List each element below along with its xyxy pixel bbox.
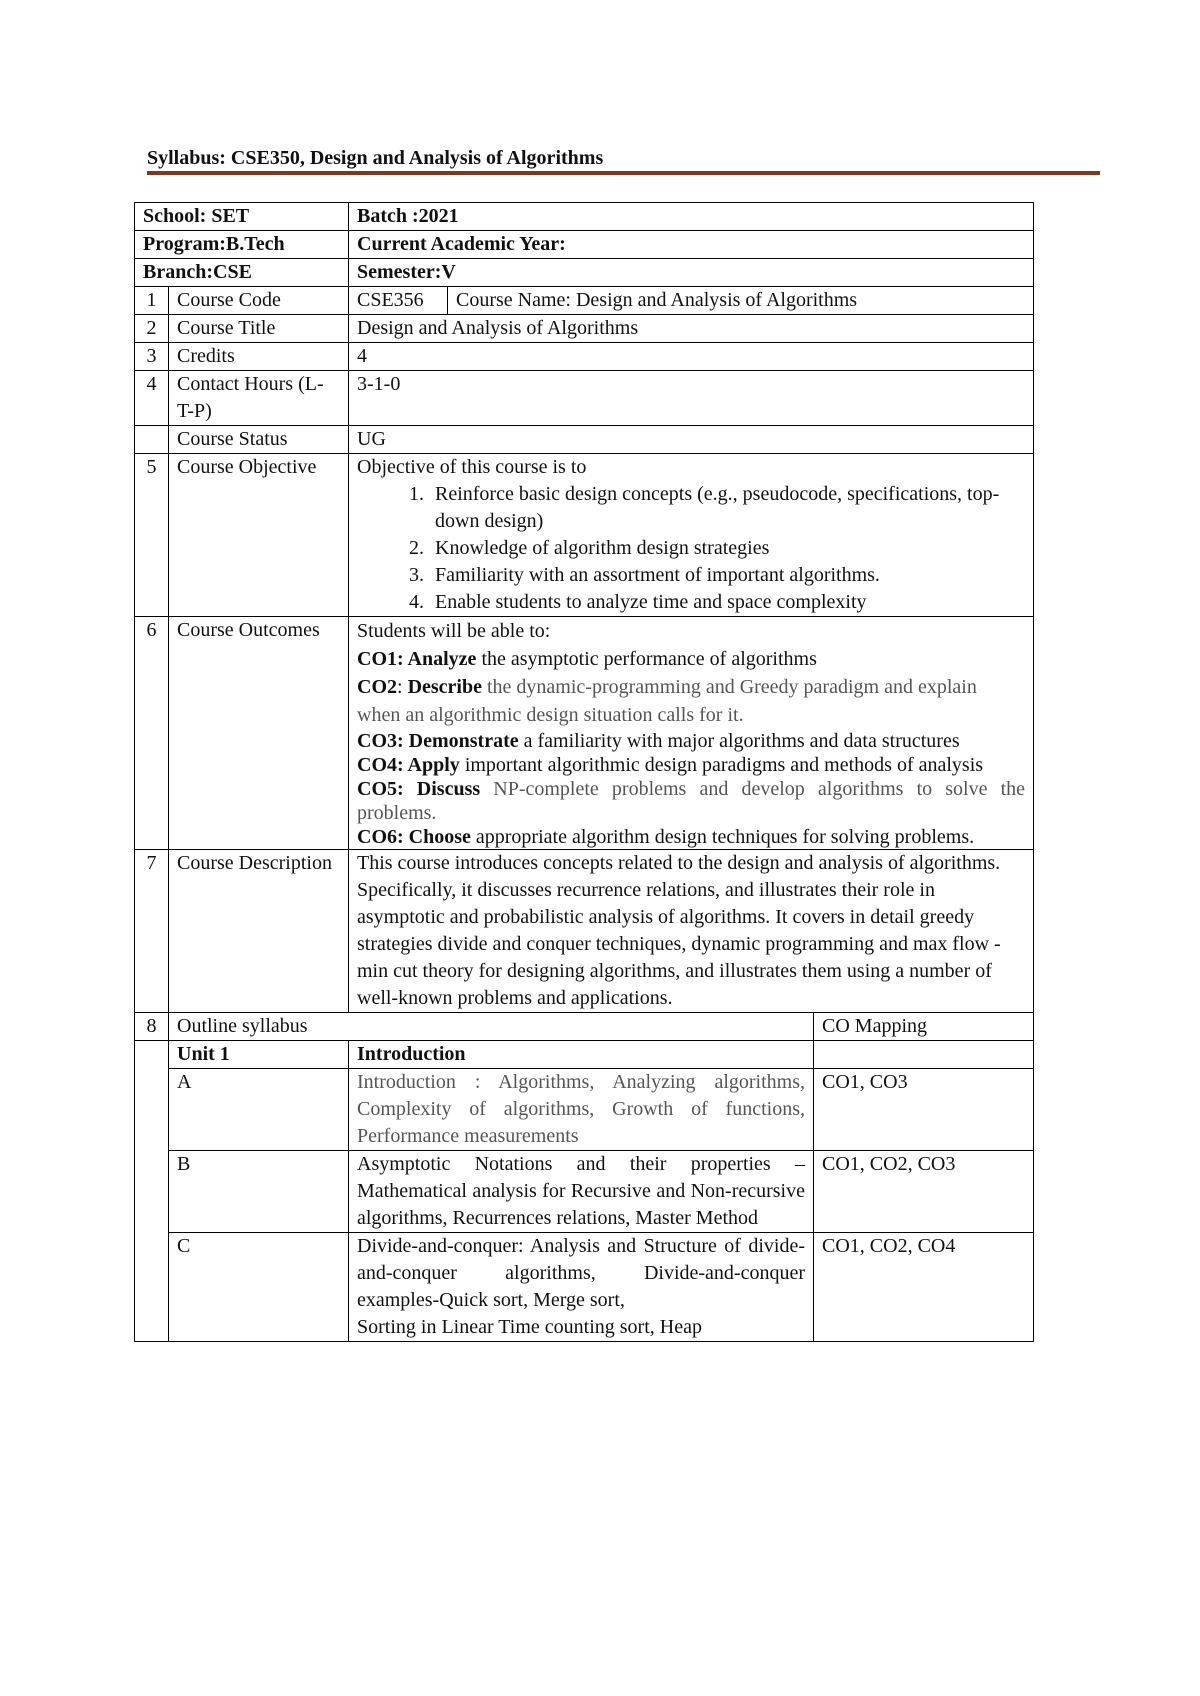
row-value: This course introduces concepts related to the design and analysis of algorithms. Specifically, it discusses recurrence relations, and illustrates their role in asymptotic and probabilistic analysis of algorithms. It covers in detail greedy strategies divide and conquer techniques, dynamic programming and max flow - min cut theory for designing algorithms, and illustrates them using a number of well-known problems and applications. xyxy=(349,850,1034,1013)
row-value: Design and Analysis of Algorithms xyxy=(349,315,1034,343)
row-label: Course Objective xyxy=(169,454,349,617)
school-cell: School: SET xyxy=(135,203,349,231)
unit-spacer xyxy=(135,1041,169,1342)
list-item: 4. Enable students to analyze time and space complexity xyxy=(429,589,1025,616)
topic-co: CO1, CO3 xyxy=(814,1069,1034,1151)
unit-title: Introduction xyxy=(349,1041,814,1069)
row-label: Course Outcomes xyxy=(169,617,349,850)
topic-co: CO1, CO2, CO3 xyxy=(814,1151,1034,1233)
outcome-co3: CO3: Demonstrate a familiarity with major algorithms and data structures xyxy=(357,730,960,752)
row-course-title xyxy=(135,315,1034,343)
header-row-school xyxy=(135,203,1034,231)
row-label: Course Title xyxy=(169,315,349,343)
document-title: Syllabus: CSE350, Design and Analysis of Algorithms xyxy=(147,147,604,169)
branch-cell: Branch:CSE xyxy=(135,259,349,287)
outcome-co6: CO6: Choose appropriate algorithm design techniques for solving problems. xyxy=(357,826,975,848)
semester-cell: Semester:V xyxy=(349,259,1034,287)
row-value xyxy=(349,287,1034,315)
objective-list xyxy=(357,481,1025,616)
title-underline xyxy=(147,171,1100,175)
row-course-status xyxy=(135,426,1034,454)
row-number: 8 xyxy=(135,1013,169,1041)
outcome-co1: CO1: Analyze the asymptotic performance of algorithms xyxy=(357,648,817,670)
table-row xyxy=(135,1069,1034,1151)
header-row-branch xyxy=(135,259,1034,287)
outcome-co5: CO5: Discuss NP-complete problems and develop algorithms to solve the problems. xyxy=(357,778,1026,824)
program-cell: Program:B.Tech xyxy=(135,231,349,259)
outcomes-intro: Students will be able to: xyxy=(357,620,551,642)
row-label: Credits xyxy=(169,343,349,371)
outcome-co4: CO4: Apply important algorithmic design paradigms and methods of analysis xyxy=(357,754,984,776)
row-value: 3-1-0 xyxy=(349,371,1034,426)
list-item: 1. Reinforce basic design concepts (e.g., pseudocode, specifications, top-down design) xyxy=(429,481,1025,535)
row-number: 5 xyxy=(135,454,169,617)
syllabus-table xyxy=(134,202,1034,1342)
row-number: 6 xyxy=(135,617,169,850)
academic-year-cell: Current Academic Year: xyxy=(349,231,1034,259)
row-contact-hours xyxy=(135,371,1034,426)
row-credits xyxy=(135,343,1034,371)
row-value xyxy=(349,617,1034,850)
row-value: 4 xyxy=(349,343,1034,371)
row-course-objective xyxy=(135,454,1034,617)
list-item: 3. Familiarity with an assortment of important algorithms. xyxy=(429,562,1025,589)
topic-text: Asymptotic Notations and their properties – Mathematical analysis for Recursive and Non-recursive algorithms, Recurrences relations, Master Method xyxy=(349,1151,814,1233)
header-row-program xyxy=(135,231,1034,259)
course-code-value: CSE356 xyxy=(357,287,448,314)
co-mapping-header: CO Mapping xyxy=(814,1013,1034,1041)
row-number: 4 xyxy=(135,371,169,426)
topic-letter: C xyxy=(169,1233,349,1342)
row-number xyxy=(135,426,169,454)
topic-co: CO1, CO2, CO4 xyxy=(814,1233,1034,1342)
course-name-value: Course Name: Design and Analysis of Algorithms xyxy=(456,289,858,311)
row-course-description xyxy=(135,850,1034,1013)
list-item: 2. Knowledge of algorithm design strategies xyxy=(429,535,1025,562)
row-label: Course Status xyxy=(169,426,349,454)
topic-text: Introduction : Algorithms, Analyzing algorithms, Complexity of algorithms, Growth of functions, Performance measurements xyxy=(349,1069,814,1151)
topic-letter: B xyxy=(169,1151,349,1233)
outcome-co2: CO2: Describe the dynamic-programming and Greedy paradigm and explain when an algorithmic design situation calls for it. xyxy=(357,676,977,726)
row-label: Course Code xyxy=(169,287,349,315)
row-number: 2 xyxy=(135,315,169,343)
row-course-outcomes xyxy=(135,617,1034,850)
row-label: Outline syllabus xyxy=(169,1013,814,1041)
row-number: 7 xyxy=(135,850,169,1013)
topic-text: Divide-and-conquer: Analysis and Structure of divide-and-conquer algorithms, Divide-and-conquer examples-Quick sort, Merge sort, Sorting in Linear Time counting sort, Heap xyxy=(349,1233,814,1342)
batch-cell: Batch :2021 xyxy=(349,203,1034,231)
row-course-code xyxy=(135,287,1034,315)
row-outline-syllabus xyxy=(135,1013,1034,1041)
row-number: 1 xyxy=(135,287,169,315)
table-row xyxy=(135,1151,1034,1233)
unit-co-empty xyxy=(814,1041,1034,1069)
row-number: 3 xyxy=(135,343,169,371)
row-label: Course Description xyxy=(169,850,349,1013)
unit-label: Unit 1 xyxy=(169,1041,349,1069)
table-row xyxy=(135,1233,1034,1342)
objective-intro: Objective of this course is to xyxy=(357,456,587,478)
row-value: UG xyxy=(349,426,1034,454)
unit-header-row xyxy=(135,1041,1034,1069)
row-label: Contact Hours (L-T-P) xyxy=(169,371,349,426)
row-value xyxy=(349,454,1034,617)
topic-letter: A xyxy=(169,1069,349,1151)
